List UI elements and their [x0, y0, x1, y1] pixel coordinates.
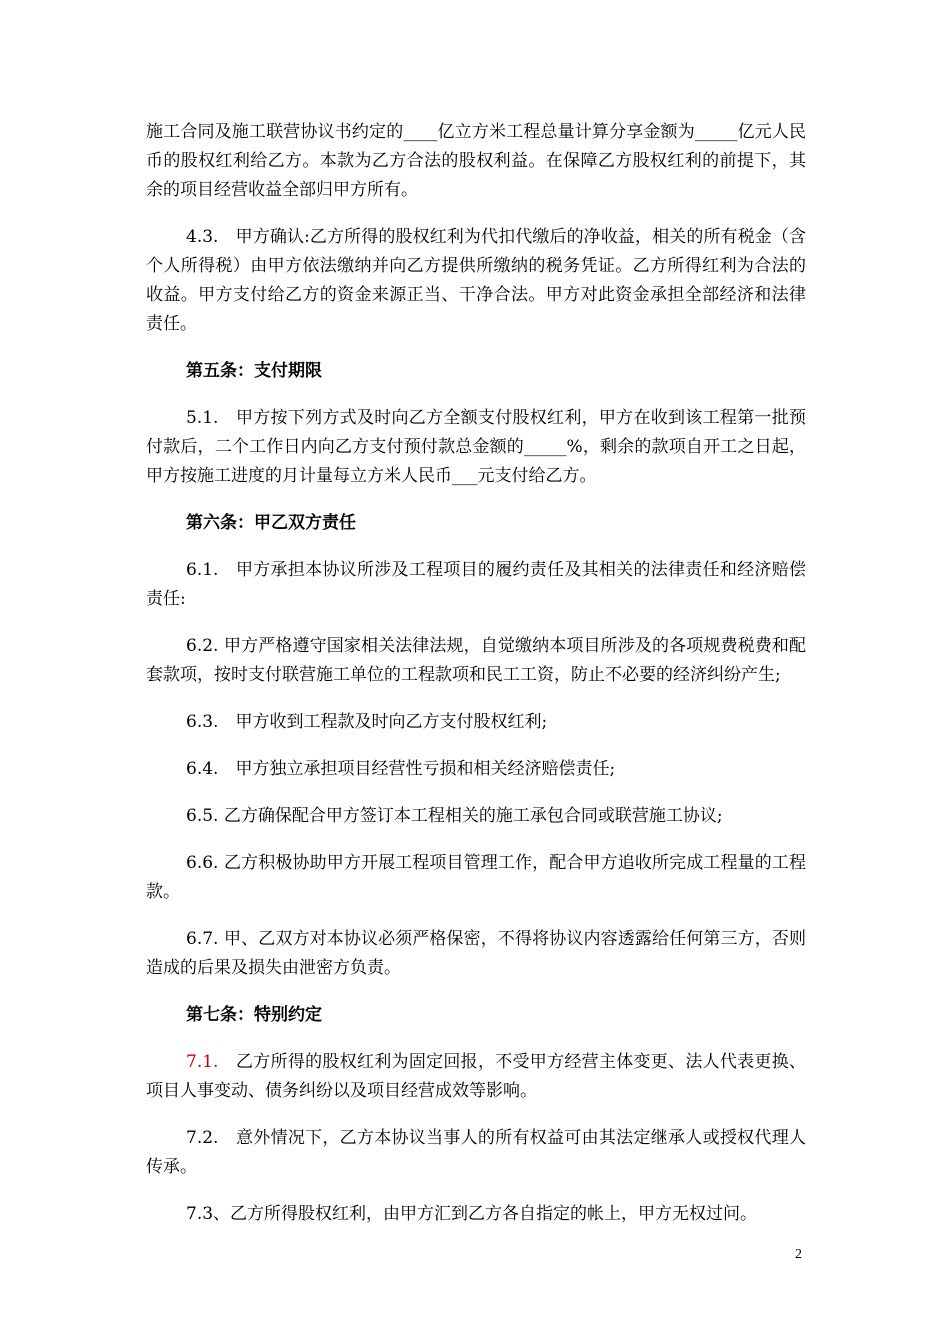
paragraph-7-1-text: 乙方所得的股权红利为固定回报，不受甲方经营主体变更、法人代表更换、项目人事变动、债务纠纷以及项目经营成效等影响。 [146, 1052, 806, 1101]
paragraph-6-2: 6.2. 甲方严格遵守国家相关法律法规，自觉缴纳本项目所涉及的各项规费税费和配套款项，按时支付联营施工单位的工程款项和民工工资，防止不必要的经济纠纷产生; [146, 636, 806, 685]
paragraph-4-3: 4.3. 甲方确认:乙方所得的股权红利为代扣代缴后的净收益，相关的所有税金（含个人所得税）由甲方依法缴纳并向乙方提供所缴纳的税务凭证。乙方所得红利为合法的收益。甲方支付给乙方的资金来源正当、干净合法。甲方对此资金承担全部经济和法律责任。 [146, 227, 806, 334]
paragraph-7-2: 7.2. 意外情况下，乙方本协议当事人的所有权益可由其法定继承人或授权代理人传承。 [146, 1128, 806, 1177]
paragraph-5-1: 5.1. 甲方按下列方式及时向乙方全额支付股权红利，甲方在收到该工程第一批预付款后，二个工作日内向乙方支付预付款总金额的_____%，剩余的款项自开工之日起，甲方按施工进度的月计量每立方米人民币___元支付给乙方。 [146, 408, 806, 486]
paragraph-6-1: 6.1. 甲方承担本协议所涉及工程项目的履约责任及其相关的法律责任和经济赔偿责任: [146, 560, 806, 609]
clause-number-7-1: 7.1. [186, 1052, 219, 1072]
paragraph-6-3: 6.3. 甲方收到工程款及时向乙方支付股权红利; [186, 712, 548, 732]
paragraph-6-4: 6.4. 甲方独立承担项目经营性亏损和相关经济赔偿责任; [186, 759, 616, 779]
document-body [146, 118, 806, 1247]
page-number: 2 [795, 1247, 802, 1262]
paragraph-7-3: 7.3、乙方所得股权红利，由甲方汇到乙方各自指定的帐上，甲方无权过问。 [186, 1204, 758, 1224]
heading-article-6: 第六条：甲乙双方责任 [186, 513, 356, 533]
heading-article-5: 第五条：支付期限 [186, 361, 322, 381]
paragraph-continuation: 施工合同及施工联营协议书约定的____亿立方米工程总量计算分享金额为_____亿元人民币的股权红利给乙方。本款为乙方合法的股权利益。在保障乙方股权红利的前提下，其余的项目经营收益全部归甲方所有。 [146, 122, 806, 200]
paragraph-7-1 [146, 1048, 806, 1106]
heading-article-7: 第七条：特别约定 [186, 1005, 322, 1025]
paragraph-6-6: 6.6. 乙方积极协助甲方开展工程项目管理工作，配合甲方追收所完成工程量的工程款。 [146, 853, 806, 902]
paragraph-6-5: 6.5. 乙方确保配合甲方签订本工程相关的施工承包合同或联营施工协议; [186, 806, 723, 826]
paragraph-6-7: 6.7. 甲、乙双方对本协议必须严格保密，不得将协议内容透露给任何第三方，否则造成的后果及损失由泄密方负责。 [146, 929, 806, 978]
